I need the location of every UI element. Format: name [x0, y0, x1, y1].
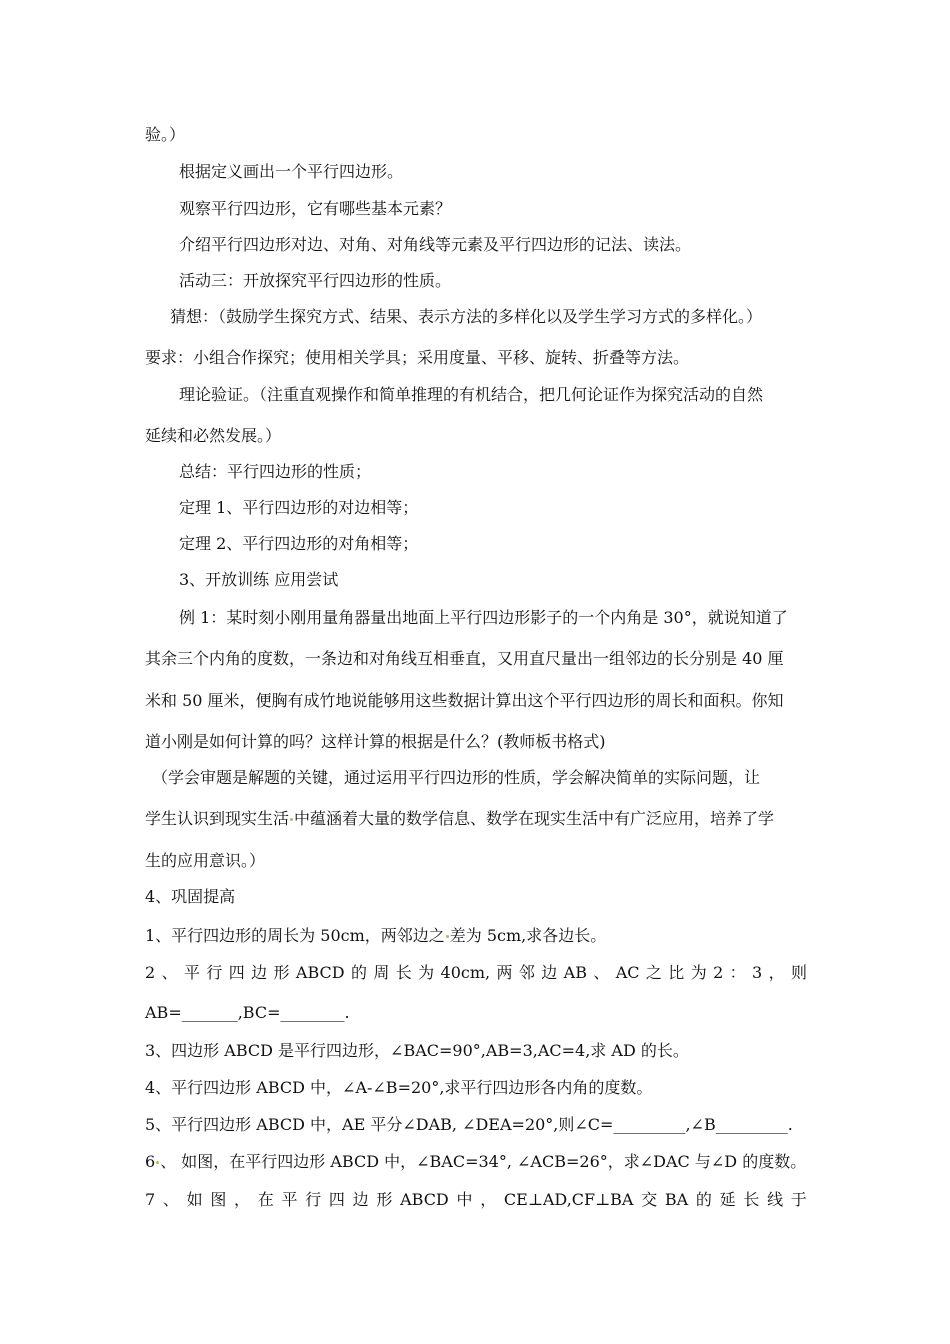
justified-token: 2	[145, 963, 156, 982]
mark-dot	[446, 935, 449, 938]
justified-token: 形	[273, 963, 290, 982]
text-line: 定理 1、平行四边形的对边相等；	[179, 498, 419, 517]
justified-token: AC	[615, 963, 640, 982]
justified-token: 的	[350, 963, 367, 982]
justified-token: 形	[376, 1190, 393, 1209]
justified-token: 图	[210, 1190, 227, 1209]
justified-token: 7	[145, 1190, 156, 1209]
justified-token: 之	[645, 963, 662, 982]
justified-token: 3	[752, 963, 763, 982]
text-line: 总结：平行四边形的性质；	[179, 462, 372, 481]
justified-token: 邻	[518, 963, 535, 982]
justified-token: 长	[743, 1190, 760, 1209]
text-line: 1、平行四边形的周长为 50cm，两邻边之 差为 5cm,求各边长。	[145, 926, 607, 945]
justified-token: 为	[418, 963, 435, 982]
text-line: 要求：小组合作探究；使用相关学具；采用度量、平移、旋转、折叠等方法。	[145, 348, 690, 367]
justified-token: 交	[641, 1190, 658, 1209]
text-line: AB=_______,BC=________.	[145, 1003, 350, 1022]
text-line: 4、平行四边形 ABCD 中，∠A-∠B=20°,求平行四边形各内角的度数。	[145, 1078, 653, 1097]
text-line: 介绍平行四边形对边、对角、对角线等元素及平行四边形的记法、读法。	[179, 235, 692, 254]
justified-token: ABCD	[400, 1190, 449, 1209]
text-line: 观察平行四边形，它有哪些基本元素？	[179, 199, 452, 218]
justified-token: 比	[668, 963, 685, 982]
mark-dot	[156, 1161, 159, 1164]
text-line: 延续和必然发展。）	[145, 426, 282, 445]
justified-token: 于	[790, 1190, 807, 1209]
text-line: 生的应用意识。）	[145, 851, 266, 870]
justified-token: 边	[541, 963, 558, 982]
justified-token: 的	[695, 1190, 712, 1209]
justified-token: AB	[563, 963, 587, 982]
justified-line-q2	[145, 962, 807, 984]
justified-token: 为	[690, 963, 707, 982]
justified-token: CE⊥AD,CF⊥BA	[503, 1190, 634, 1209]
text-line: 例 1：某时刻小刚用量角器量出地面上平行四边形影子的一个内角是 30°，就说知道了	[179, 608, 788, 627]
justified-token: 四	[228, 963, 245, 982]
justified-token: 则	[790, 963, 807, 982]
justified-token: ，	[234, 1190, 251, 1209]
justified-token: 行	[305, 1190, 322, 1209]
justified-token: 线	[767, 1190, 784, 1209]
justified-token: 行	[206, 963, 223, 982]
justified-token: 延	[719, 1190, 736, 1209]
justified-token: ，	[480, 1190, 497, 1209]
justified-line-q7	[145, 1189, 807, 1211]
justified-token: BA	[664, 1190, 689, 1209]
text-line: 米和 50 厘米，便胸有成竹地说能够用这些数据计算出这个平行四边形的周长和面积。你知	[145, 691, 784, 710]
text-line: 其余三个内角的度数，一条边和对角线互相垂直，又用直尺量出一组邻边的长分别是 40 厘	[145, 649, 784, 668]
justified-token: 平	[281, 1190, 298, 1209]
text-line: 理论验证。（注重直观操作和简单推理的有机结合，把几何论证作为探究活动的自然	[179, 385, 764, 404]
justified-token: 、	[161, 963, 178, 982]
text-line: 3、开放训练 应用尝试	[179, 570, 339, 589]
text-line: 定理 2、平行四边形的对角相等；	[179, 534, 419, 553]
justified-token: 边	[352, 1190, 369, 1209]
text-line: 猜想：（鼓励学生探究方式、结果、表示方法的多样化以及学生学习方式的多样化。）	[170, 307, 763, 326]
justified-token: ：	[729, 963, 746, 982]
justified-token: 2	[713, 963, 724, 982]
justified-token: 40cm,	[440, 963, 491, 982]
text-line: 6 、 如图，在平行四边形 ABCD 中，∠BAC=34°, ∠ACB=26°，求∠DAC 与∠D 的度数。	[145, 1152, 807, 1171]
justified-token: 长	[395, 963, 412, 982]
justified-token: 边	[251, 963, 268, 982]
text-line: 验。）	[145, 125, 186, 144]
justified-token: 在	[257, 1190, 274, 1209]
text-line: 道小刚是如何计算的吗？这样计算的根据是什么？(教师板书格式)	[145, 732, 606, 751]
justified-token: 两	[496, 963, 513, 982]
text-line: 活动三：开放探究平行四边形的性质。	[179, 271, 452, 290]
text-line: 5、平行四边形 ABCD 中，AE 平分∠DAB, ∠DEA=20°,则∠C=_________,∠B_________.	[145, 1115, 793, 1134]
justified-token: 周	[373, 963, 390, 982]
text-line: 3、四边形 ABCD 是平行四边形，∠BAC=90°,AB=3,AC=4,求 AD 的长。	[145, 1041, 689, 1060]
justified-token: 中	[456, 1190, 473, 1209]
text-line: 根据定义画出一个平行四边形。	[179, 162, 404, 181]
justified-token: ABCD	[295, 963, 345, 982]
text-line: 4、巩固提高	[145, 887, 236, 906]
mark-dot	[290, 818, 293, 821]
justified-token: 、	[593, 963, 610, 982]
justified-token: 、	[162, 1190, 179, 1209]
text-line: 学生认识到现实生活 中蕴涵着大量的数学信息、数学在现实生活中有广泛应用，培养了学	[145, 809, 775, 828]
justified-token: 如	[186, 1190, 203, 1209]
text-line: （学会审题是解题的关键，通过运用平行四边形的性质，学会解决简单的实际问题，让	[152, 768, 761, 787]
justified-token: 平	[183, 963, 200, 982]
justified-token: ，	[768, 963, 785, 982]
justified-token: 四	[328, 1190, 345, 1209]
